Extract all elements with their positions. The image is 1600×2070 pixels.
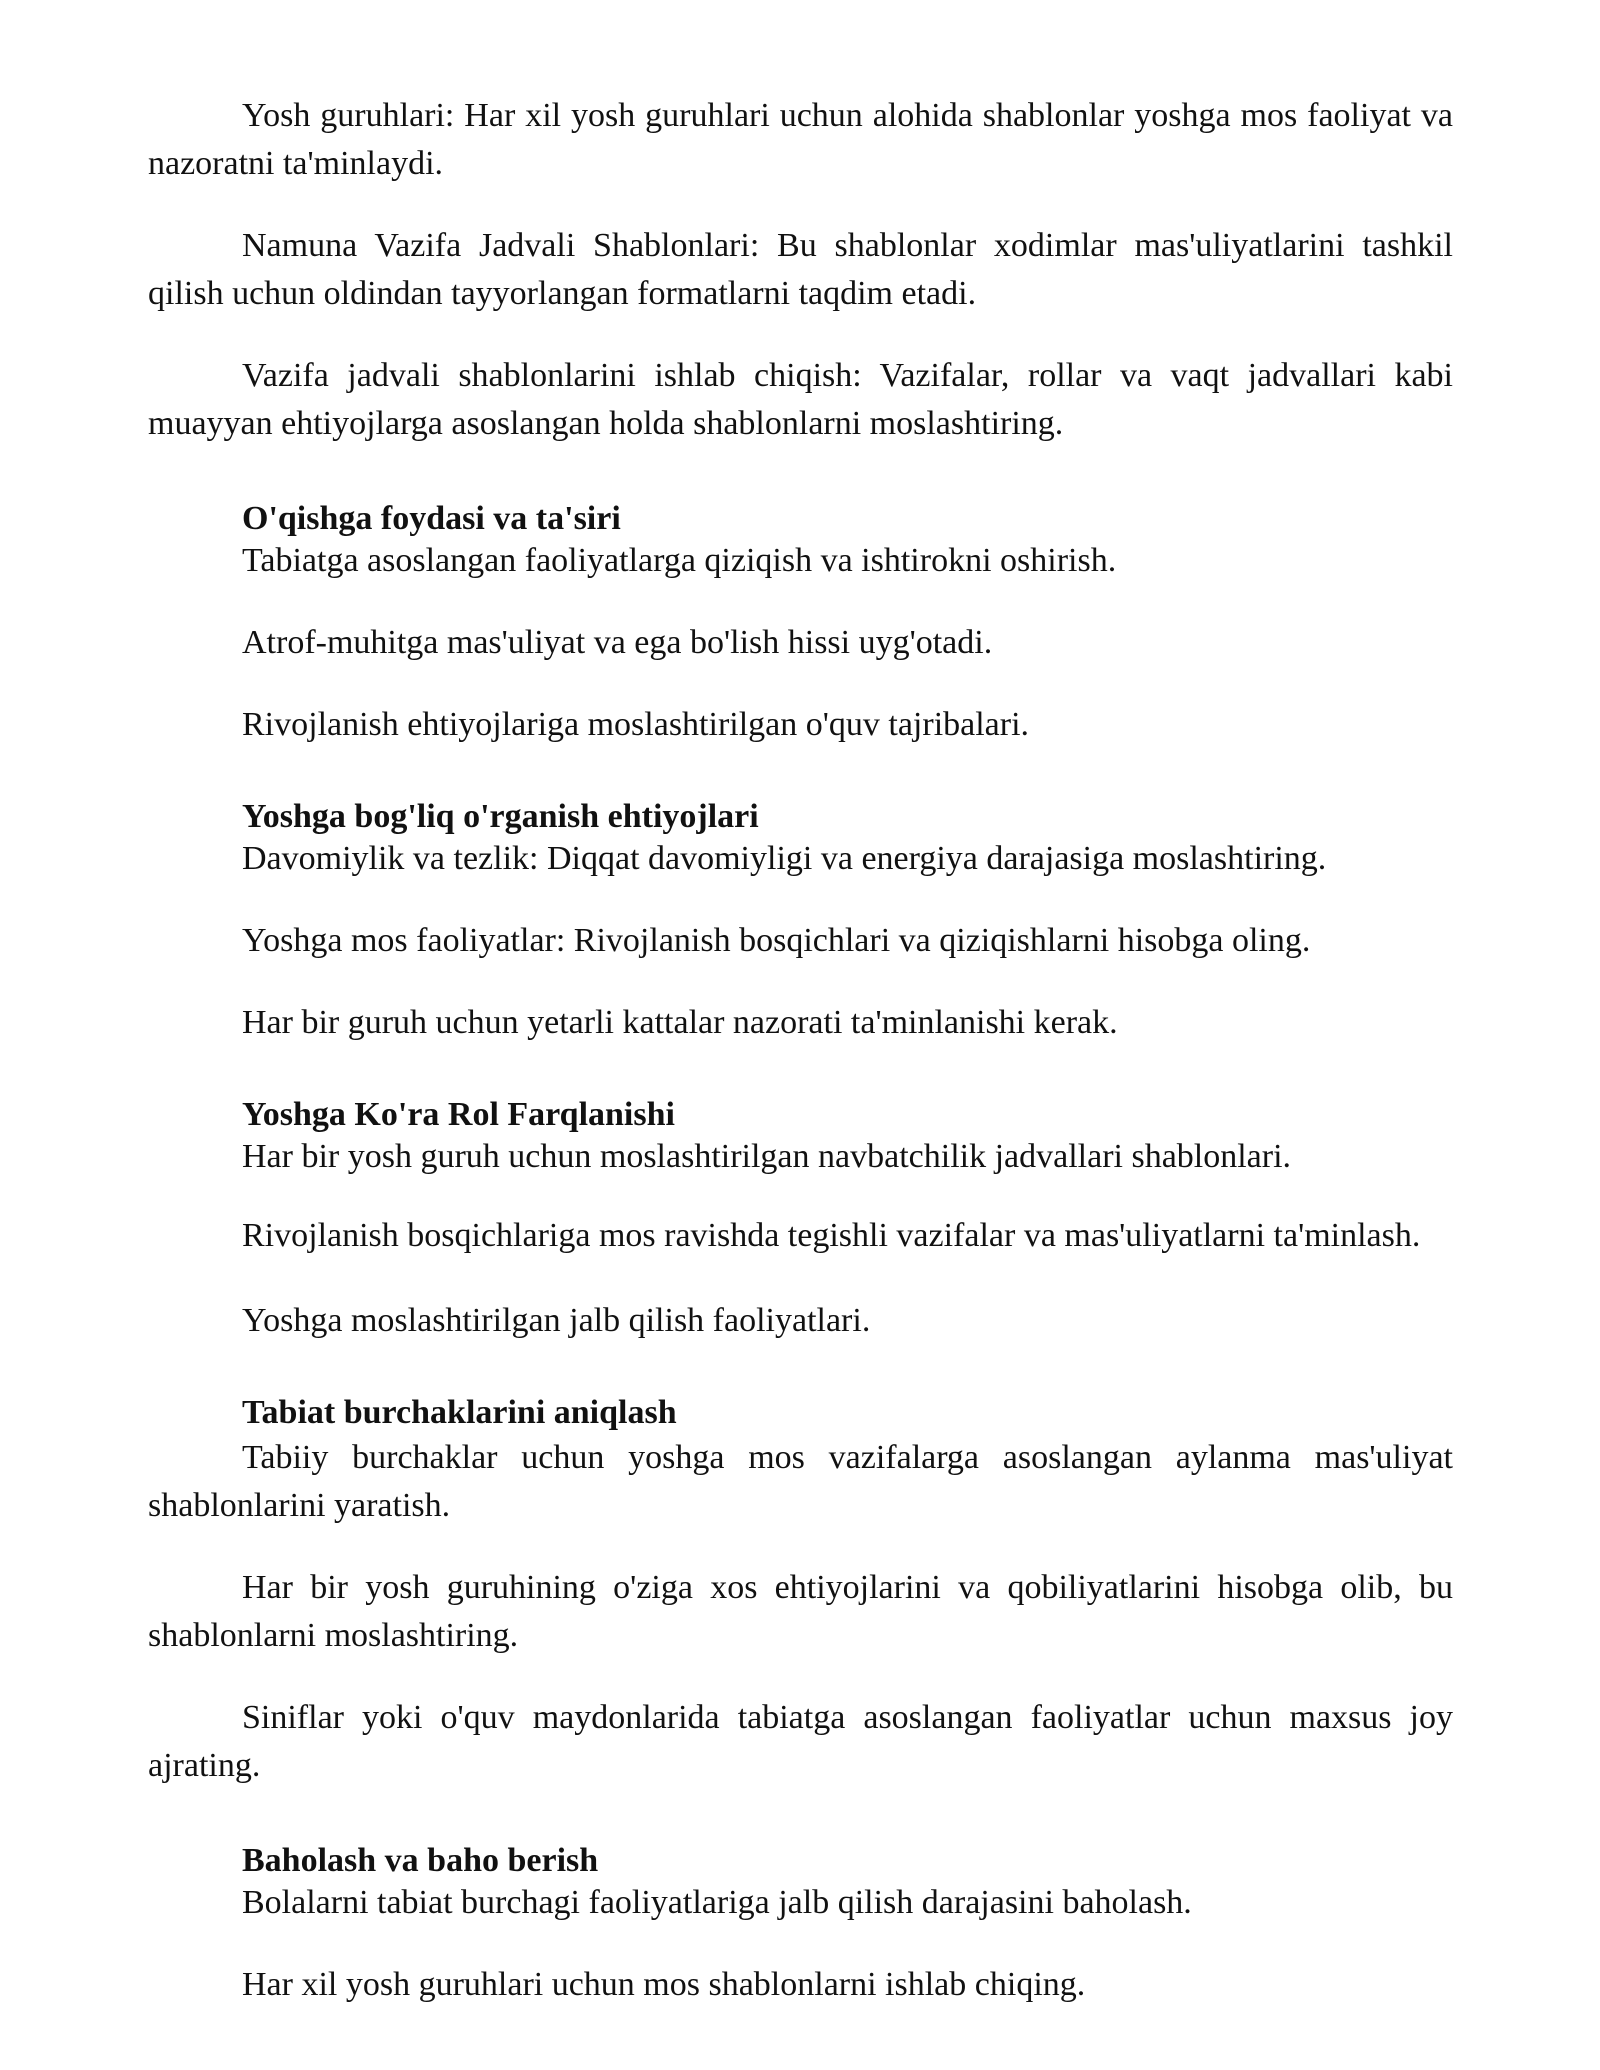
paragraph-shablon-ishlab-chiqish: Vazifa jadvali shablonlarini ishlab chiqish: Vazifalar, rollar va vaqt jadvallari kabi muayyan ehtiyojlarga asoslangan holda shablonlarni moslashtiring. bbox=[148, 357, 1453, 442]
section-item: Tabiatga asoslangan faoliyatlarga qiziqish va ishtirokni oshirish. bbox=[242, 542, 1117, 579]
section-heading-yoshga-boglik: Yoshga bog'liq o'rganish ehtiyojlari bbox=[242, 798, 759, 835]
section-heading-tabiat-burchaklari: Tabiat burchaklarini aniqlash bbox=[242, 1394, 677, 1431]
section-item: Har xil yosh guruhlari uchun mos shablonlarni ishlab chiqing. bbox=[242, 1966, 1086, 2003]
section-item: Rivojlanish bosqichlariga mos ravishda tegishli vazifalar va mas'uliyatlarni ta'minlash. bbox=[242, 1217, 1421, 1254]
section-item: Har bir yosh guruhining o'ziga xos ehtiyojlarini va qobiliyatlarini hisobga olib, bu shablonlarni moslashtiring. bbox=[148, 1569, 1453, 1654]
section-item: Tabiiy burchaklar uchun yoshga mos vazifalarga asoslangan aylanma mas'uliyat shablonlarini yaratish. bbox=[148, 1439, 1453, 1524]
section-item: Yoshga moslashtirilgan jalb qilish faoliyatlari. bbox=[242, 1302, 871, 1339]
section-item: Atrof-muhitga mas'uliyat va ega bo'lish hissi uyg'otadi. bbox=[242, 624, 993, 661]
section-item: Har bir guruh uchun yetarli kattalar nazorati ta'minlanishi kerak. bbox=[242, 1004, 1118, 1041]
section-item: Bolalarni tabiat burchagi faoliyatlariga jalb qilish darajasini baholash. bbox=[242, 1884, 1192, 1921]
section-item: Davomiylik va tezlik: Diqqat davomiyligi va energiya darajasiga moslashtiring. bbox=[242, 840, 1327, 877]
section-heading-rol-farqlanishi: Yoshga Ko'ra Rol Farqlanishi bbox=[242, 1096, 675, 1133]
document-page bbox=[148, 92, 1453, 2006]
section-heading-oqishga-foydasi: O'qishga foydasi va ta'siri bbox=[242, 500, 621, 537]
section-item: Siniflar yoki o'quv maydonlarida tabiatga asoslangan faoliyatlar uchun maxsus joy ajrating. bbox=[148, 1699, 1453, 1784]
paragraph-namuna-shablonlari: Namuna Vazifa Jadvali Shablonlari: Bu shablonlar xodimlar mas'uliyatlarini tashkil qilish uchun oldindan tayyorlangan formatlarni taqdim etadi. bbox=[148, 227, 1453, 312]
paragraph-yosh-guruhlari: Yosh guruhlari: Har xil yosh guruhlari uchun alohida shablonlar yoshga mos faoliyat va nazoratni ta'minlaydi. bbox=[148, 97, 1453, 182]
section-item: Rivojlanish ehtiyojlariga moslashtirilgan o'quv tajribalari. bbox=[242, 706, 1030, 743]
section-item: Har bir yosh guruh uchun moslashtirilgan navbatchilik jadvallari shablonlari. bbox=[242, 1138, 1292, 1175]
section-heading-baholash: Baholash va baho berish bbox=[242, 1842, 599, 1879]
section-item: Yoshga mos faoliyatlar: Rivojlanish bosqichlari va qiziqishlarni hisobga oling. bbox=[242, 922, 1311, 959]
